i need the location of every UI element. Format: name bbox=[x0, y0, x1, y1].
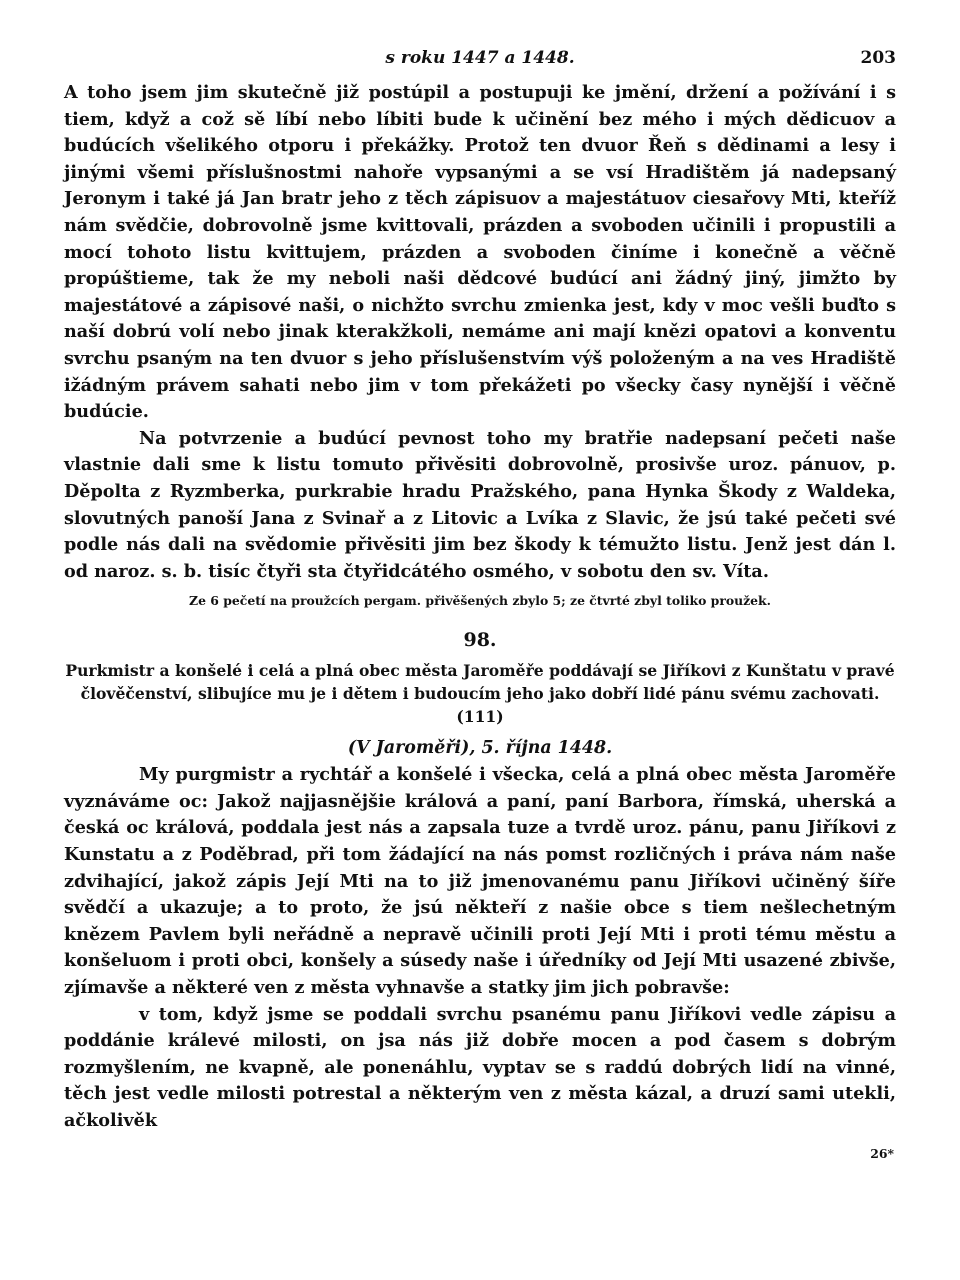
seal-note: Ze 6 pečetí na proužcích pergam. přivěšených zbylo 5; ze čtvrté zbyl toliko proužek. bbox=[189, 593, 771, 609]
book-page bbox=[64, 40, 896, 1161]
place-date: (V Jaroměři), 5. října 1448. bbox=[347, 738, 613, 759]
document-number: 98. bbox=[463, 629, 497, 652]
paragraph-jaromer-continuation: v tom, když jsme se poddali svrchu psanému panu Jiříkovi vedle zápisu a poddánie králevé milosti, on jsa nás již dobře mocen a pod časem s dobrým rozmyšlením, ne kvapně, ale ponenáhlu, vyptav se s raddú dobrých lidí na vinné, těch jest vedle milosti potrestal a některým ven z města kázal, a druzí sami utekli, ačkolivěk bbox=[64, 1003, 896, 1131]
paragraph-charter-body: A toho jsem jim skutečně již postúpil a postupuji ke jmění, držení a požívání i s tiem, když a což sě líbí nebo líbiti bude k učinění bez mého i mých dědicuov a budúcích všelikého otporu i překážky. Protož ten dvuor Řeň s dědinami a lesy i jinými všemi příslušnostmi nahoře vypsanými a se vsí Hradištěm já nadepsaný Jeronym i také já Jan bratr jeho z těch zápisuov a majestátuov ciesařovy Mti, kteříž nám svědčie, dobrovolně jsme kvittovali, prázden a svoboden učinili i propustili a mocí tohoto listu kvittujem, prázden a svoboden činíme i konečně a věčně propúštieme, tak že my neboli naši dědcové budúcí ani žádný jiný, jimžto by majestátové a zápisové naši, o nichžto svrchu zmienka jest, kdy v moc vešli buďto s naší dobrú volí nebo jinak kterakžkoli, nemáme ani mají knězi opatovi a konventu svrchu psaným na ten dvuor s jeho příslušenstvím výš položeným a na ves Hradiště ižádným právem sahati nebo jim v tom překážeti po všecky časy nynější i věčně budúcie. bbox=[64, 82, 896, 423]
paragraph-corroboration: Na potvrzenie a budúcí pevnost toho my bratřie nadepsaní pečeti naše vlastnie dali sme k listu tomuto přivěsiti dobrovolně, prosivše uroz. pánuov, p. Děpolta z Ryzmberka, purkrabie hradu Pražského, pana Hynka Škody z Waldeka, slovutných panoší Jana z Svinař a z Litovic a Lvíka z Slavic, že jsú také pečeti své podle nás dali na svědomie přivěsiti jim bez škody k témužto listu. Jenž jest dán l. od naroz. s. b. tisíc čtyři sta čtyřidcátého osmého, v sobotu den sv. Víta. bbox=[64, 427, 896, 582]
paragraph-jaromer-declaration: My purgmistr a rychtář a konšelé i všecka, celá a plná obec města Jaroměře vyznáváme oc: Jakož najjasnějšie králová a paní, paní Barbora, římská, uherská a česká oc králová, poddala jest nás a zapsala tuze a tvrdě uroz. pánu, panu Jiříkovi z Kunstatu a z Poděbrad, při tom žádající na nás pomst rozličných i práva nám naše zdvihající, jakož zápis Její Mti na to již jmenovanému panu Jiříkovi učiněný šíře svědčí a ukazuje; a to proto, že jsú někteří z našie obce s tiem nešlechetným knězem Pavlem byli neřádně a nepravě učinili proti Její Mti i proti tému městu a konšeluom i proti obci, konšely a súsedy naše i úředníky od Její Mti usazené zbivše, zjímavše a některé ven z města vyhnavše a statky jim jich pobravše: bbox=[64, 764, 896, 999]
running-title: s roku 1447 a 1448. bbox=[385, 48, 575, 68]
page-number: 203 bbox=[860, 48, 896, 68]
page-header bbox=[64, 40, 896, 80]
document-regest: Purkmistr a konšelé i celá a plná obec města Jaroměře poddávají se Jiříkovi z Kunštatu v pravé člověčenství, slibujíce mu je i dětem i budoucím jeho jako dobří lidé pánu svému zachovati. (111) bbox=[65, 661, 895, 727]
signature-mark: 26* bbox=[870, 1145, 894, 1161]
